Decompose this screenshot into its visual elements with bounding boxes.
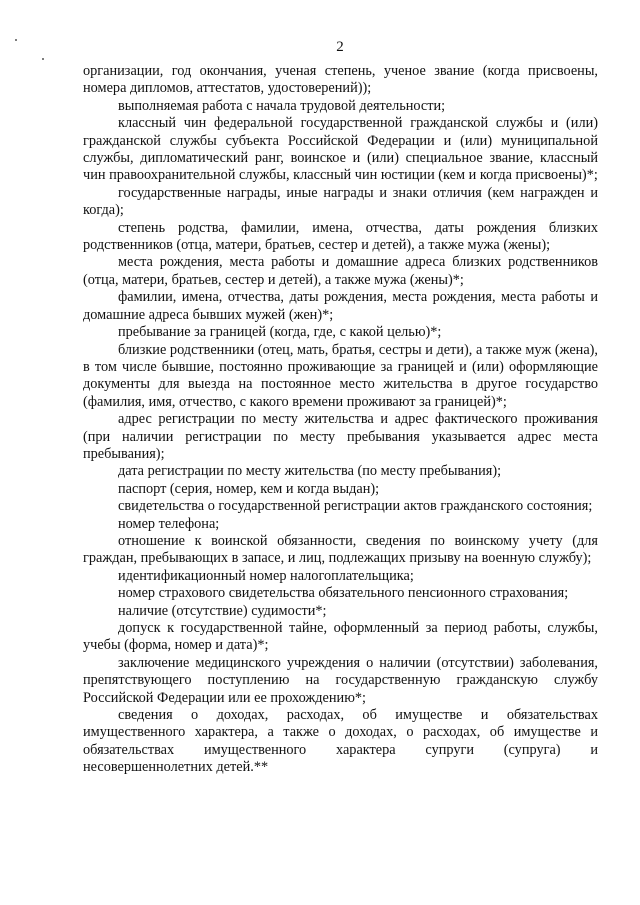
paragraph-relatives-abroad: близкие родственники (отец, мать, братья, сестры и дети), а также муж (жена), в том числе бывшие, постоянно проживающие за границей и (или) оформляющие документы для выезда на постоянное место жительства в другое государство (фамилия, имя, отчество, с какого времени проживают за границей)*;: [83, 341, 598, 410]
document-body: [83, 63, 598, 777]
paragraph-class-rank: классный чин федеральной государственной гражданской службы и (или) гражданской службы субъекта Российской Федерации и (или) муниципальной службы, дипломатический ранг, воинское и (или) специальное звание, классный чин правоохранительной службы, классный чин юстиции (кем и когда присвоены)*;: [83, 115, 598, 184]
paragraph-pension-insurance: номер страхового свидетельства обязательного пенсионного страхования;: [118, 585, 569, 602]
paragraph-stay-abroad: пребывание за границей (когда, где, с какой целью)*;: [118, 324, 442, 341]
paragraph-relatives-addresses: места рождения, места работы и домашние адреса близких родственников (отца, матери, братьев, сестер и детей), а также мужа (жены)*;: [83, 254, 598, 288]
paragraph-civil-status-certificates: свидетельства о государственной регистрации актов гражданского состояния;: [118, 498, 593, 515]
paragraph-relatives: степень родства, фамилии, имена, отчества, даты рождения близких родственников (отца, матери, братьев, сестер и детей), а также мужа (жены);: [83, 219, 598, 254]
paragraph-phone-number: номер телефона;: [118, 515, 220, 532]
paragraph-work-history: выполняемая работа с начала трудовой деятельности;: [118, 97, 446, 114]
paragraph-taxpayer-id: идентификационный номер налогоплательщика;: [118, 567, 414, 584]
paragraph-passport: паспорт (серия, номер, кем и когда выдан);: [118, 480, 380, 497]
paragraph-medical-certificate: заключение медицинского учреждения о наличии (отсутствии) заболевания, препятствующего поступлению на государственную гражданскую службу Российской Федерации или ее прохождению*;: [83, 654, 598, 706]
paragraph-awards: государственные награды, иные награды и знаки отличия (кем награжден и когда);: [83, 184, 598, 219]
paragraph-registration-address: адрес регистрации по месту жительства и адрес фактического проживания (при наличии регистрации по месту пребывания указывается адрес места пребывания);: [83, 411, 598, 462]
paragraph-state-secret-clearance: допуск к государственной тайне, оформленный за период работы, службы, учебы (форма, номер и дата)*;: [83, 620, 598, 654]
page-number: 2: [336, 39, 344, 55]
paragraph-criminal-record: наличие (отсутствие) судимости*;: [118, 602, 327, 619]
scan-speck: [42, 58, 44, 60]
paragraph-former-spouses: фамилии, имена, отчества, даты рождения, места рождения, места работы и домашние адреса бывших мужей (жен)*;: [83, 289, 598, 323]
paragraph-education-continued: организации, год окончания, ученая степень, ученое звание (когда присвоены, номера дипломов, аттестатов, удостоверений));: [83, 63, 598, 97]
paragraph-military-duty: отношение к воинской обязанности, сведения по воинскому учету (для граждан, пребывающих в запасе, и лиц, подлежащих призыву на военную службу);: [83, 532, 598, 567]
paragraph-registration-date: дата регистрации по месту жительства (по месту пребывания);: [118, 463, 502, 480]
paragraph-income-property-info: сведения о доходах, расходах, об имуществе и обязательствах имущественного характера, а также о доходах, о расходах, об имуществе и обязательствах имущественного характера супруги (супруга) и несовершеннолетних детей.**: [83, 707, 598, 776]
